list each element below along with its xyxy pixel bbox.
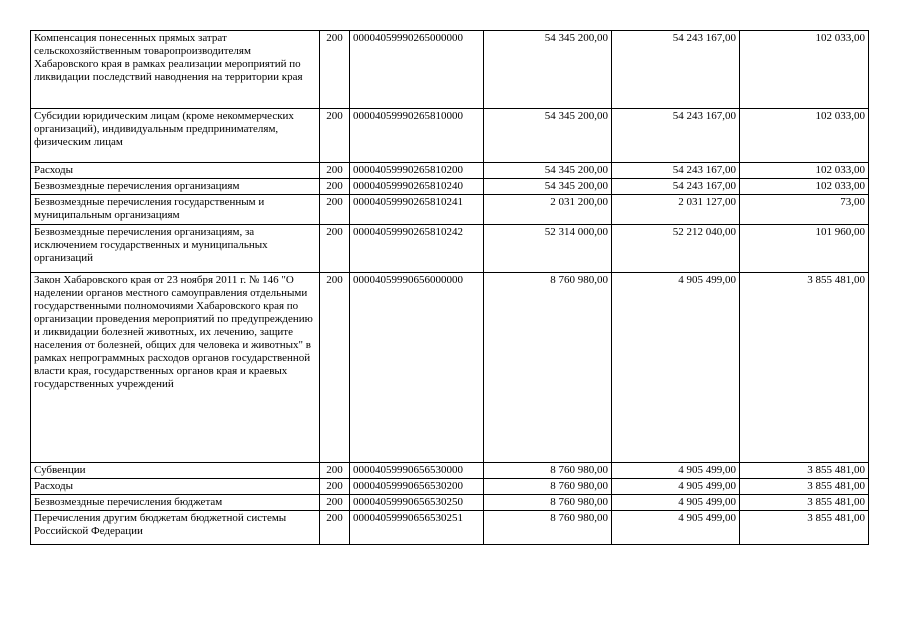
row-code: 200: [320, 163, 350, 179]
row-approved: 52 314 000,00: [484, 225, 612, 273]
row-approved: 54 345 200,00: [484, 179, 612, 195]
row-approved: 8 760 980,00: [484, 273, 612, 463]
row-name: Безвозмездные перечисления организациям, за исключением государственных и муниципальных организаций: [31, 225, 320, 273]
row-kbk: 00004059990656530200: [350, 479, 484, 495]
row-unexecuted: 3 855 481,00: [740, 479, 869, 495]
table-row: [31, 273, 869, 463]
row-code: 200: [320, 195, 350, 225]
row-name: Перечисления другим бюджетам бюджетной системы Российской Федерации: [31, 511, 320, 545]
row-approved: 2 031 200,00: [484, 195, 612, 225]
row-code: 200: [320, 495, 350, 511]
row-kbk: 00004059990265000000: [350, 31, 484, 109]
row-name: Субсидии юридическим лицам (кроме некоммерческих организаций), индивидуальным предпринимателям, физическим лицам: [31, 109, 320, 163]
row-approved: 54 345 200,00: [484, 163, 612, 179]
row-kbk: 00004059990656530000: [350, 463, 484, 479]
row-name: Закон Хабаровского края от 23 ноября 2011 г. № 146 "О наделении органов местного самоуправления отдельными государственными полномочиями Хабаровского края по организации проведения мероприятий по предупреждению и ликвидации болезней животных, их лечению, защите населения от болезней, общих для человека и животных" в рамках непрограммных расходов органов государственной власти края, государственных органов края и краевых государственных учреждений: [31, 273, 320, 463]
row-executed: 54 243 167,00: [612, 109, 740, 163]
row-executed: 4 905 499,00: [612, 273, 740, 463]
table-row: [31, 511, 869, 545]
row-approved: 8 760 980,00: [484, 463, 612, 479]
row-approved: 8 760 980,00: [484, 511, 612, 545]
table-row: [31, 109, 869, 163]
row-kbk: 00004059990265810000: [350, 109, 484, 163]
table-row: [31, 463, 869, 479]
row-executed: 54 243 167,00: [612, 179, 740, 195]
row-code: 200: [320, 179, 350, 195]
row-approved: 8 760 980,00: [484, 495, 612, 511]
row-name: Безвозмездные перечисления бюджетам: [31, 495, 320, 511]
row-name: Безвозмездные перечисления государственным и муниципальным организациям: [31, 195, 320, 225]
row-approved: 54 345 200,00: [484, 31, 612, 109]
row-executed: 2 031 127,00: [612, 195, 740, 225]
row-executed: 54 243 167,00: [612, 163, 740, 179]
row-kbk: 00004059990265810200: [350, 163, 484, 179]
table-row: [31, 495, 869, 511]
row-code: 200: [320, 273, 350, 463]
row-code: 200: [320, 511, 350, 545]
row-code: 200: [320, 109, 350, 163]
table-row: [31, 195, 869, 225]
row-kbk: 00004059990656000000: [350, 273, 484, 463]
row-name: Субвенции: [31, 463, 320, 479]
row-kbk: 00004059990265810242: [350, 225, 484, 273]
table-row: [31, 225, 869, 273]
row-unexecuted: 3 855 481,00: [740, 273, 869, 463]
table-row: [31, 479, 869, 495]
row-unexecuted: 101 960,00: [740, 225, 869, 273]
row-approved: 54 345 200,00: [484, 109, 612, 163]
row-code: 200: [320, 479, 350, 495]
row-unexecuted: 102 033,00: [740, 179, 869, 195]
row-unexecuted: 3 855 481,00: [740, 511, 869, 545]
row-code: 200: [320, 31, 350, 109]
row-kbk: 00004059990265810240: [350, 179, 484, 195]
row-executed: 54 243 167,00: [612, 31, 740, 109]
row-kbk: 00004059990656530251: [350, 511, 484, 545]
table-row: [31, 31, 869, 109]
table-row: [31, 163, 869, 179]
row-executed: 4 905 499,00: [612, 511, 740, 545]
row-code: 200: [320, 463, 350, 479]
budget-execution-table: [30, 30, 869, 545]
row-kbk: 00004059990656530250: [350, 495, 484, 511]
row-executed: 4 905 499,00: [612, 463, 740, 479]
table-row: [31, 179, 869, 195]
row-unexecuted: 3 855 481,00: [740, 495, 869, 511]
row-name: Расходы: [31, 163, 320, 179]
row-unexecuted: 73,00: [740, 195, 869, 225]
row-executed: 4 905 499,00: [612, 479, 740, 495]
row-kbk: 00004059990265810241: [350, 195, 484, 225]
row-name: Компенсация понесенных прямых затрат сельскохозяйственным товаропроизводителям Хабаровского края в рамках реализации мероприятий по ликвидации последствий наводнения на территории края: [31, 31, 320, 109]
row-unexecuted: 102 033,00: [740, 163, 869, 179]
row-name: Безвозмездные перечисления организациям: [31, 179, 320, 195]
row-executed: 4 905 499,00: [612, 495, 740, 511]
row-unexecuted: 102 033,00: [740, 109, 869, 163]
row-unexecuted: 102 033,00: [740, 31, 869, 109]
row-approved: 8 760 980,00: [484, 479, 612, 495]
row-unexecuted: 3 855 481,00: [740, 463, 869, 479]
row-name: Расходы: [31, 479, 320, 495]
row-code: 200: [320, 225, 350, 273]
row-executed: 52 212 040,00: [612, 225, 740, 273]
